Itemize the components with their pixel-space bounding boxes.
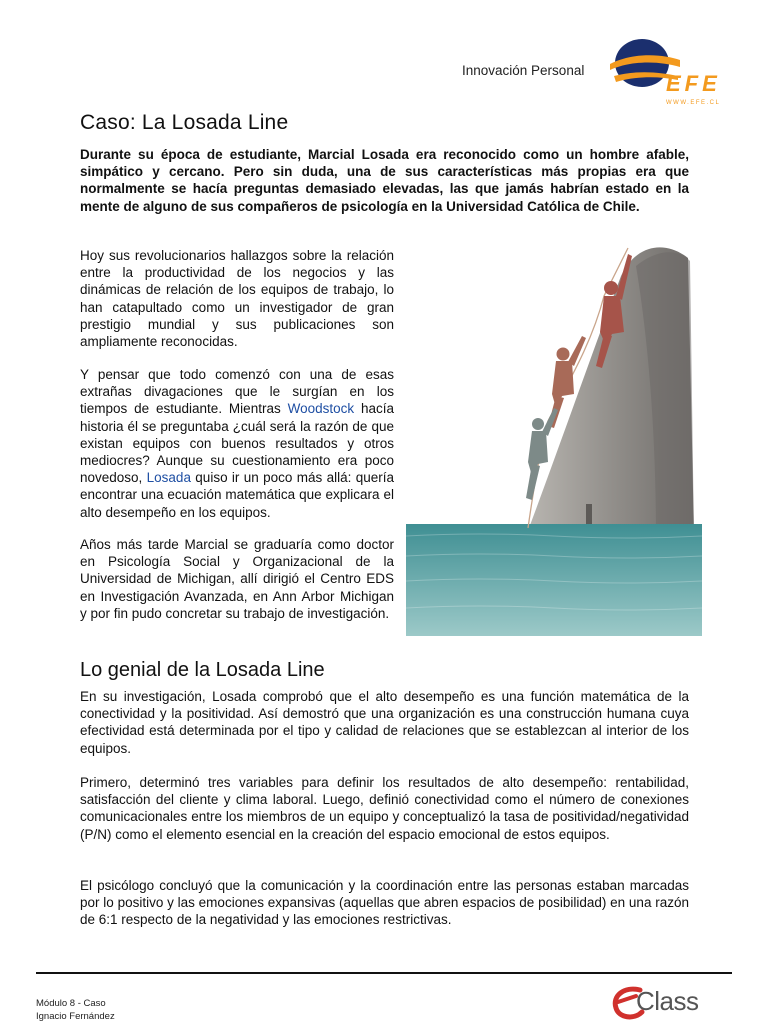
footer-rule [36,972,732,974]
p2-text-c: quiso ir un poco más allá: quería encontrar una ecuación matemática que explicara el alto desempeño en los equipos. [80,470,394,520]
footer-author: Ignacio Fernández [36,1011,115,1022]
climbers-illustration [406,236,702,636]
sea [406,524,702,636]
body-paragraph-5: Primero, determinó tres variables para definir los resultados de alto desempeño: rentabilidad, satisfacción del cliente y clima laboral. Luego, definió conectividad como el número de conexiones comunicacionales entre los miembros de un equipo y conceptualizó la tasa de positividad/negatividad (P/N) como el elemento esencial en la creación del espacio emocional de estos equipos. [80,775,689,842]
lead-paragraph: Durante su época de estudiante, Marcial Losada era reconocido como un hombre afable, simpático y cercano. Pero sin duda, una de sus características más propias era que normalmente se hacía preguntas demasiado elevadas, las que jamás habrían estado en la mente de alguno de sus compañeros de psicología en la Universidad Católica de Chile. [80,147,689,214]
woodstock-link[interactable]: Woodstock [287,401,355,417]
case-title: Caso: La Losada Line [80,111,289,134]
section-title: Lo genial de la Losada Line [80,659,325,681]
body-paragraph-1: Hoy sus revolucionarios hallazgos sobre la relación entre la productividad de los negocios y las dinámicas de relación de los equipos de trabajo, lo han catapultado como un investigador de gran prestigio mundial y sus publicaciones son ampliamente reconocidas. [80,248,394,350]
body-paragraph-2 [80,366,394,521]
header-label: Innovación Personal [462,63,585,78]
footer-module: Módulo 8 - Caso [36,998,106,1009]
eclass-e-bar [618,996,636,1002]
eclass-wordmark: Class [636,986,699,1016]
body-paragraph-4: En su investigación, Losada comprobó que el alto desempeño es una función matemática de la conectividad y la positividad. Así demostró que una organización es una construcción humana cuya efectividad está determinada por el tipo y calidad de relaciones que se establezcan al interior de los equipos. [80,689,689,756]
losada-link[interactable]: Losada [146,470,191,486]
body-paragraph-6: El psicólogo concluyó que la comunicación y la coordinación entre las personas estaban marcadas por lo positivo y las emociones expansivas (aquellas que abren espacios de posibilidad) en una razón de 6:1 respecto de la negatividad y las emociones restrictivas. [80,878,689,928]
p2-text-a: Y pensar que todo comenzó con una de esas extrañas divagaciones que le surgían en los tiempos de estudiante. Mientras [80,367,394,417]
efe-wordmark: EFE [666,71,721,96]
efe-url: WWW.EFE.CL [666,100,721,106]
p2-text-b: hacía historia él se preguntaba ¿cuál será la razón de que existan equipos con buenos resultados y otros mediocres? Aunque su cuestionamiento era poco novedoso, [80,401,395,486]
efe-logo [608,36,736,106]
body-paragraph-3: Años más tarde Marcial se graduaría como doctor en Psicología Social y Organizacional de la Universidad de Michigan, allí dirigió el Centro EDS en Investigación Avanzada, en Ann Arbor Michigan y por fin pudo concretar su trabajo de investigación. [80,537,394,621]
